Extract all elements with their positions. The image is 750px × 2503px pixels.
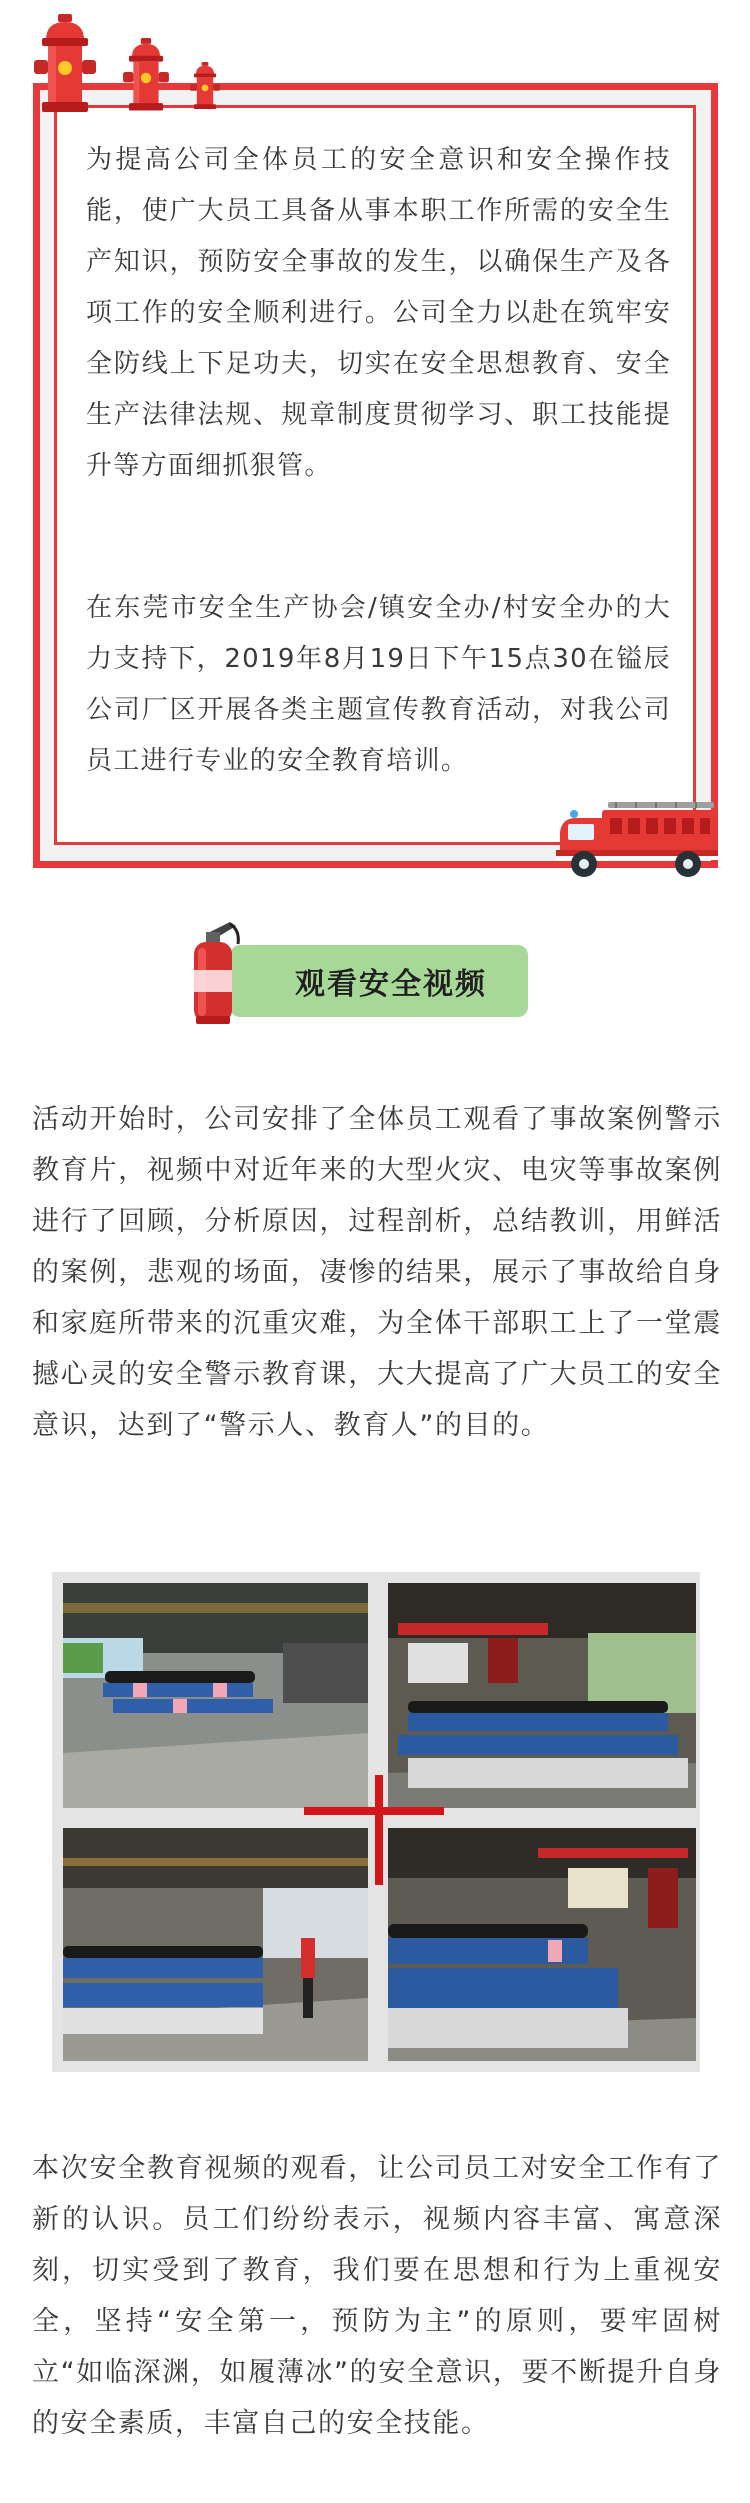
training-photo-1 xyxy=(63,1583,368,1808)
training-photo-2 xyxy=(388,1583,696,1808)
fire-hydrant-icon xyxy=(188,62,222,110)
body-paragraph-1: 活动开始时，公司安排了全体员工观看了事故案例警示教育片，视频中对近年来的大型火灾、电灾等事故案例进行了回顾，分析原因，过程剖析，总结教训，用鲜活的案例，悲观的场面，凄惨的结果，展示了事故给自身和家庭所带来的沉重灾难，为全体干部职工上了一堂震撼心灵的安全警示教育课，大大提高了广大员工的安全意识，达到了“警示人、教育人”的目的。 xyxy=(32,1104,722,1441)
collage-cross-vertical xyxy=(375,1775,383,1885)
section-heading-label: 观看安全视频 xyxy=(295,967,487,1002)
fire-truck-icon xyxy=(556,798,718,880)
body-paragraph-2: 本次安全教育视频的观看，让公司员工对安全工作有了新的认识。员工们纷纷表示，视频内容丰富、寓意深刻，切实受到了教育，我们要在思想和行为上重视安全，坚持“安全第一，预防为主”的原则，要牢固树立“如临深渊，如履薄冰”的安全意识，要不断提升自身的安全素质，丰富自己的安全技能。 xyxy=(32,2153,722,2439)
intro-paragraph-1: 为提高公司全体员工的安全意识和安全操作技能，使广大员工具备从事本职工作所需的安全生产知识，预防安全事故的发生，以确保生产及各项工作的安全顺利进行。公司全力以赴在筑牢安全防线上下足功夫，切实在安全思想教育、安全生产法律法规、规章制度贯彻学习、职工技能提升等方面细抓狠管。 xyxy=(86,145,671,481)
intro-paragraph-2: 在东莞市安全生产协会/镇安全办/村安全办的大力支持下，2019年8月19日下午15点30在镒辰公司厂区开展各类主题宣传教育活动，对我公司员工进行专业的安全教育培训。 xyxy=(86,593,671,776)
training-photo-4 xyxy=(388,1828,696,2061)
collage-cross-horizontal xyxy=(304,1807,444,1815)
training-photo-3 xyxy=(63,1828,368,2061)
fire-hydrant-icon xyxy=(30,14,100,114)
fire-extinguisher-icon xyxy=(186,918,242,1026)
fire-hydrant-icon xyxy=(120,38,172,112)
section-heading-watch-video xyxy=(230,945,528,1017)
